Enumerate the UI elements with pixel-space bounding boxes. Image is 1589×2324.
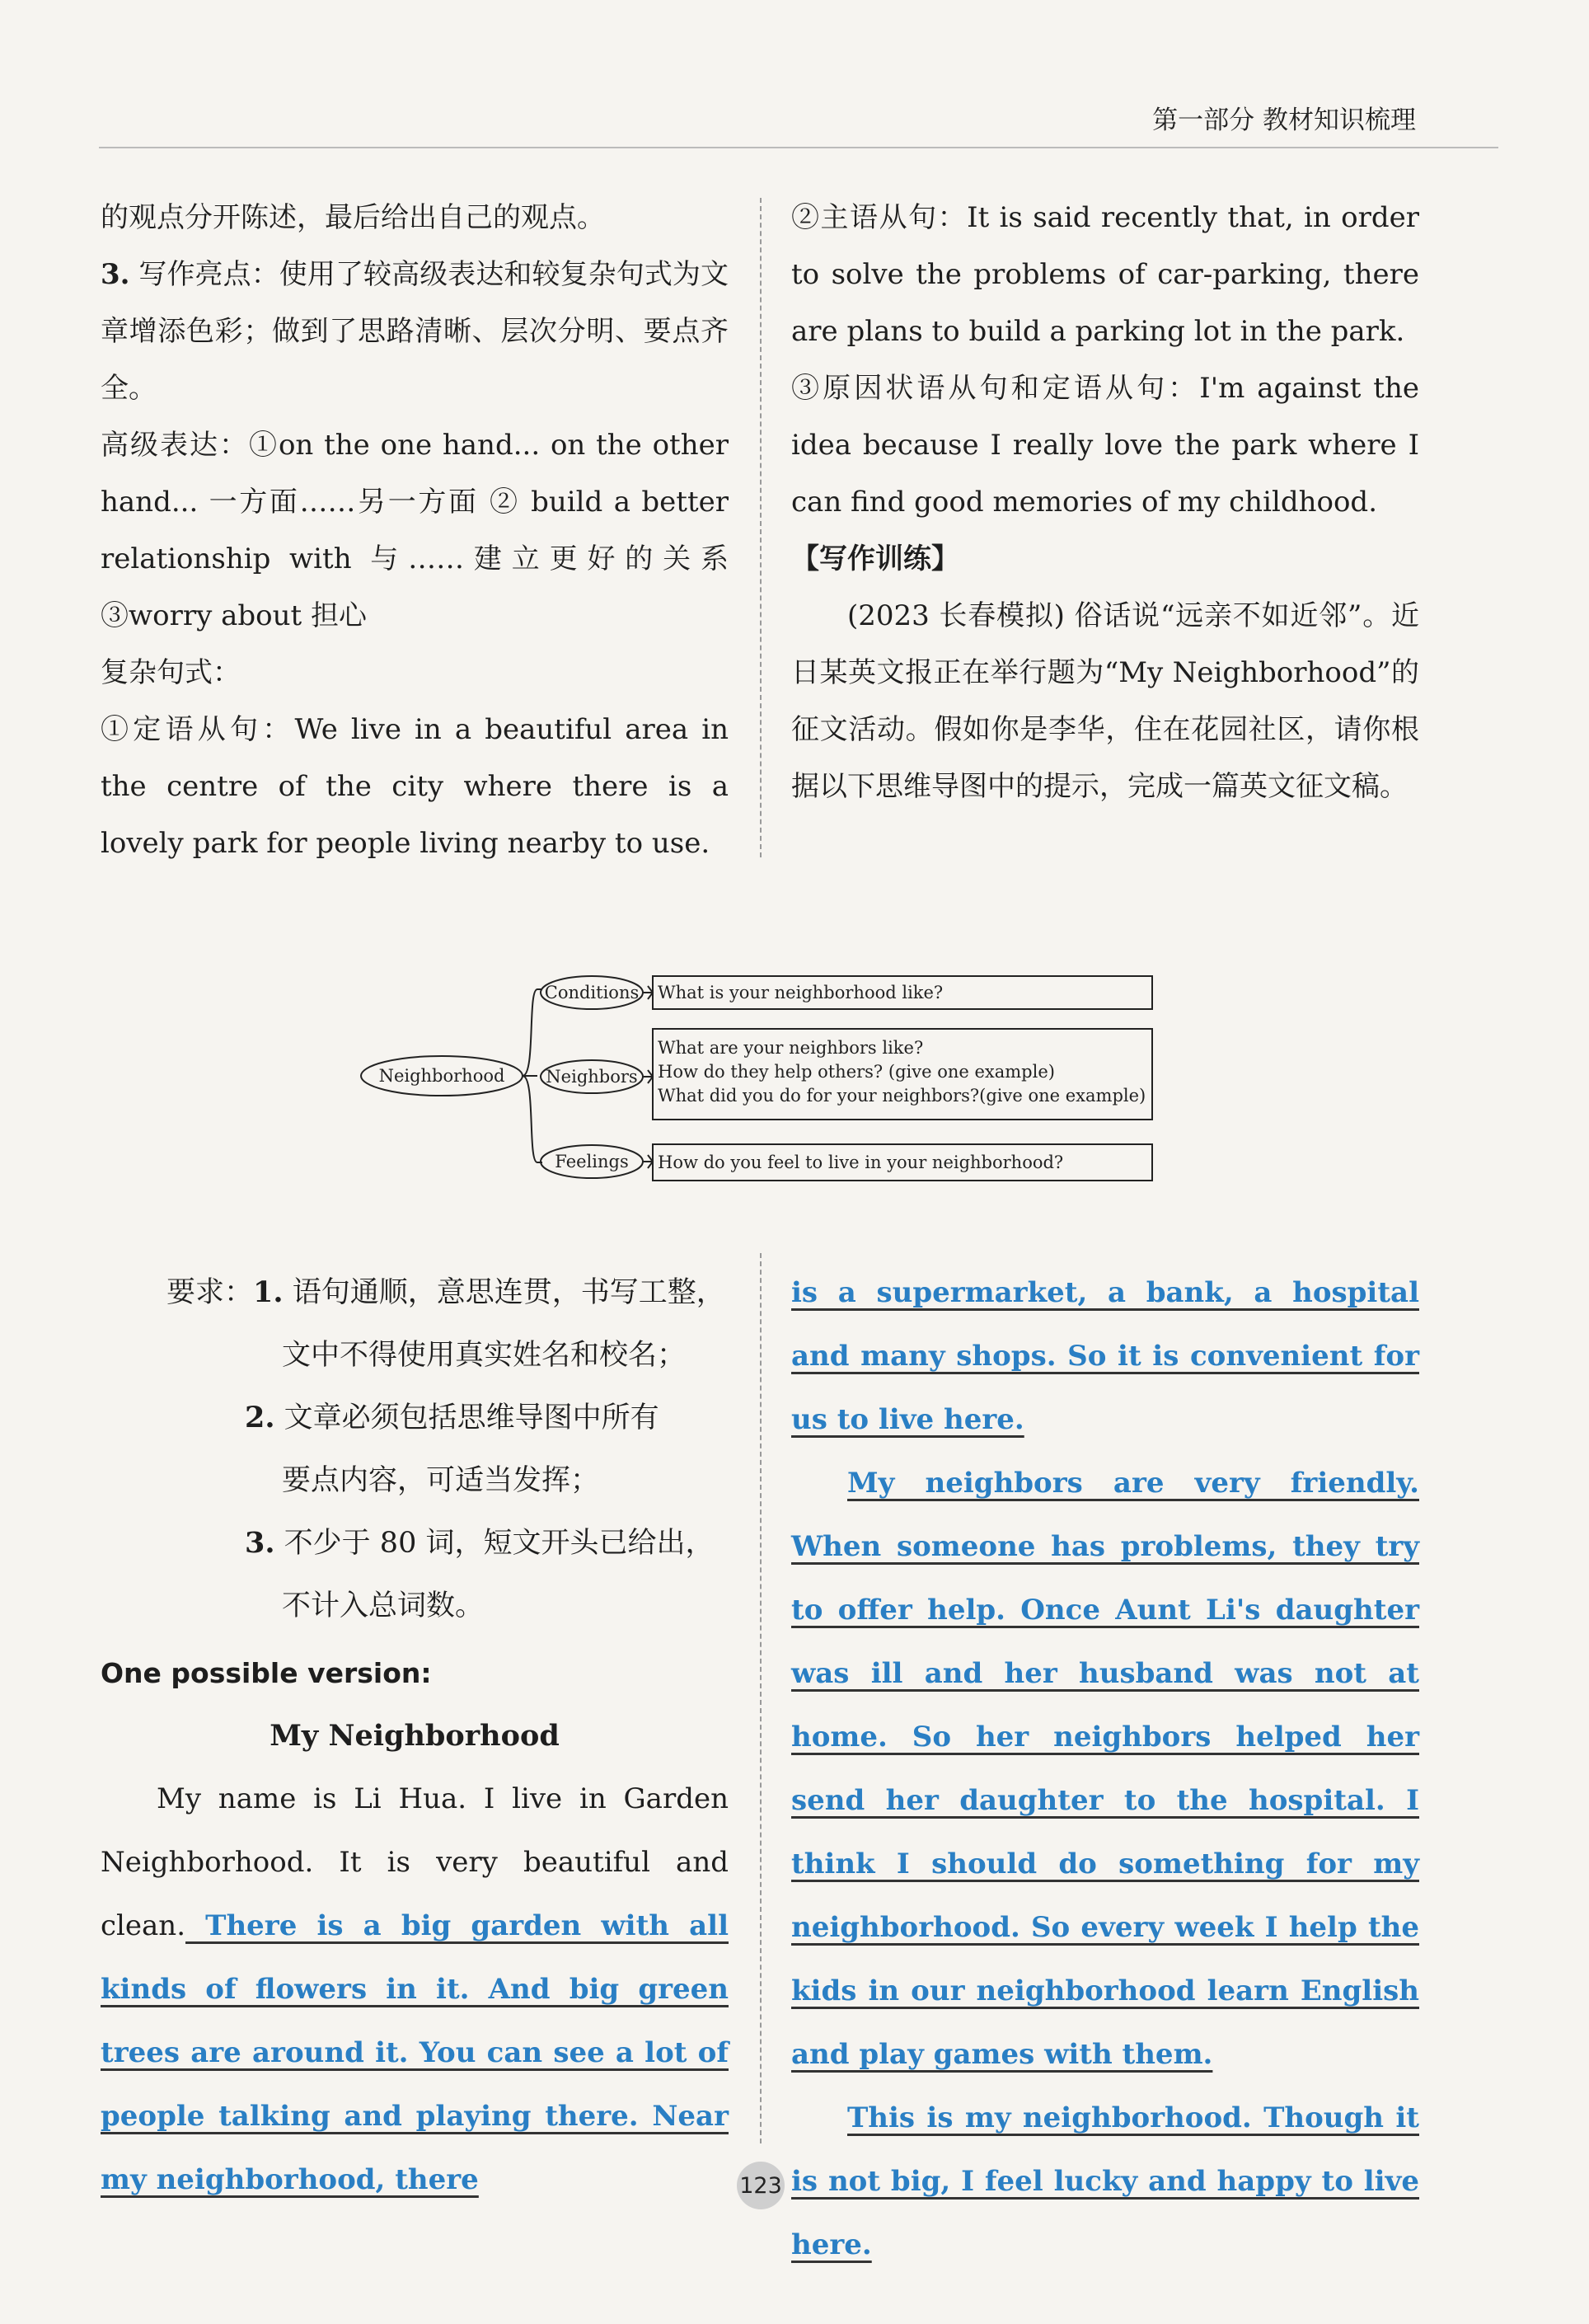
essay-answer-text: is a supermarket, a bank, a hospital and many shops. So it is convenient for us to live here. bbox=[791, 1276, 1419, 1436]
essay-paragraph bbox=[791, 2087, 1419, 2277]
branch-label-conditions: Conditions bbox=[544, 983, 640, 1002]
root-node-label: Neighborhood bbox=[378, 1066, 505, 1086]
essay-paragraph bbox=[101, 1768, 729, 2212]
essay-paragraph bbox=[791, 1261, 1419, 1452]
paragraph: (2023 长春模拟) 俗话说“远亲不如近邻”。近日某英文报正在举行题为“My Neighborhood”的征文活动。假如你是李华，住在花园社区，请你根据以下思维导图中的提示，完成一篇英文征文稿。 bbox=[791, 599, 1419, 803]
essay-title: My Neighborhood bbox=[270, 1719, 560, 1753]
top-left-column bbox=[101, 190, 729, 872]
requirement-line bbox=[101, 1387, 729, 1449]
requirement-text: 不少于 80 词，短文开头已给出， bbox=[274, 1527, 715, 1560]
essay-given-text: My name is Li Hua. I live in Garden Neighborhood. It is very beautiful and clean. bbox=[101, 1782, 729, 1942]
essay-paragraph bbox=[791, 1452, 1419, 2087]
arrow bbox=[643, 986, 653, 999]
section-title: 【写作训练】 bbox=[791, 542, 959, 575]
arrow bbox=[643, 1155, 653, 1168]
header-rule bbox=[99, 147, 1498, 148]
prompt-text: How do they help others? (give one example) bbox=[658, 1062, 1055, 1082]
mind-map bbox=[354, 965, 1162, 1190]
item-number: 3. bbox=[245, 1526, 275, 1560]
paragraph: 复杂句式： bbox=[101, 656, 241, 689]
mind-map-svg bbox=[354, 965, 1162, 1187]
page-number: 123 bbox=[737, 2162, 785, 2209]
requirement-text: 语句通顺，意思连贯，书写工整， bbox=[283, 1276, 725, 1309]
essay-answer-text: This is my neighborhood. Though it is not big, I feel lucky and happy to live here. bbox=[791, 2101, 1419, 2261]
essay-answer-text: There is a big garden with all kinds of flowers in it. And big green trees are around it. You can see a lot of people talking and playing there. Near my neighborhood, there bbox=[101, 1909, 729, 2196]
branch-label-neighbors: Neighbors bbox=[546, 1067, 638, 1087]
column-divider bbox=[760, 198, 762, 857]
prompt-text: What did you do for your neighbors?(give one example) bbox=[658, 1086, 1146, 1106]
paragraph: ①定语从句：We live in a beautiful area in the centre of the city where there is a lovely park for people living nearby to use. bbox=[101, 713, 729, 860]
requirement-line: 不计入总词数。 bbox=[282, 1589, 485, 1622]
requirement-text: 文章必须包括思维导图中所有 bbox=[274, 1401, 659, 1434]
paragraph: 的观点分开陈述，最后给出自己的观点。 bbox=[101, 201, 605, 234]
top-right-column bbox=[791, 190, 1419, 815]
paragraph: ②主语从句：It is said recently that, in order to solve the problems of car-parking, there are plans to build a parking lot in the park. bbox=[791, 201, 1419, 348]
essay-answer-text: My neighbors are very friendly. When someone has problems, they try to offer help. Once Aunt Li's daughter was ill and her husband was not at home. So her neighbors helped her send her daughter to the hospital. I think I should do something for my neighborhood. So every week I help the kids in our neighborhood learn English and play games with them. bbox=[791, 1467, 1419, 2071]
branch-connector bbox=[523, 1076, 542, 1162]
paragraph-text: 写作亮点：使用了较高级表达和较复杂句式为文章增添色彩；做到了思路清晰、层次分明、要点齐全。 bbox=[101, 258, 729, 405]
requirements bbox=[101, 1261, 729, 1637]
branch-label-feelings: Feelings bbox=[555, 1152, 629, 1171]
bottom-right-column bbox=[791, 1261, 1419, 2277]
requirement-line: 要点内容，可适当发挥； bbox=[282, 1464, 600, 1497]
requirement-line bbox=[101, 1261, 729, 1324]
paragraph bbox=[101, 246, 729, 417]
sample-version-label: One possible version: bbox=[101, 1657, 432, 1689]
requirements-lead: 要求： bbox=[166, 1276, 254, 1309]
bottom-left-column bbox=[101, 1261, 729, 2212]
item-number: 2. bbox=[245, 1401, 275, 1434]
prompt-text: How do you feel to live in your neighborhood? bbox=[658, 1153, 1064, 1172]
column-divider bbox=[760, 1253, 762, 2143]
requirement-line: 文中不得使用真实姓名和校名； bbox=[282, 1339, 687, 1372]
branch-connector bbox=[523, 989, 542, 1076]
item-number: 1. bbox=[253, 1275, 284, 1309]
arrow bbox=[643, 1070, 653, 1083]
prompt-text: What are your neighbors like? bbox=[658, 1038, 924, 1058]
page-header: 第一部分 教材知识梳理 bbox=[1152, 106, 1416, 135]
requirement-line bbox=[101, 1512, 729, 1575]
paragraph: ③原因状语从句和定语从句：I'm against the idea because I really love the park where I can find good memories of my childhood. bbox=[791, 372, 1419, 519]
item-number: 3. bbox=[101, 258, 130, 291]
prompt-text: What is your neighborhood like? bbox=[658, 983, 944, 1002]
paragraph: 高级表达：①on the one hand... on the other hand... 一方面……另一方面 ② build a better relationship with 与……建立更好的关系 ③worry about 担心 bbox=[101, 429, 729, 632]
